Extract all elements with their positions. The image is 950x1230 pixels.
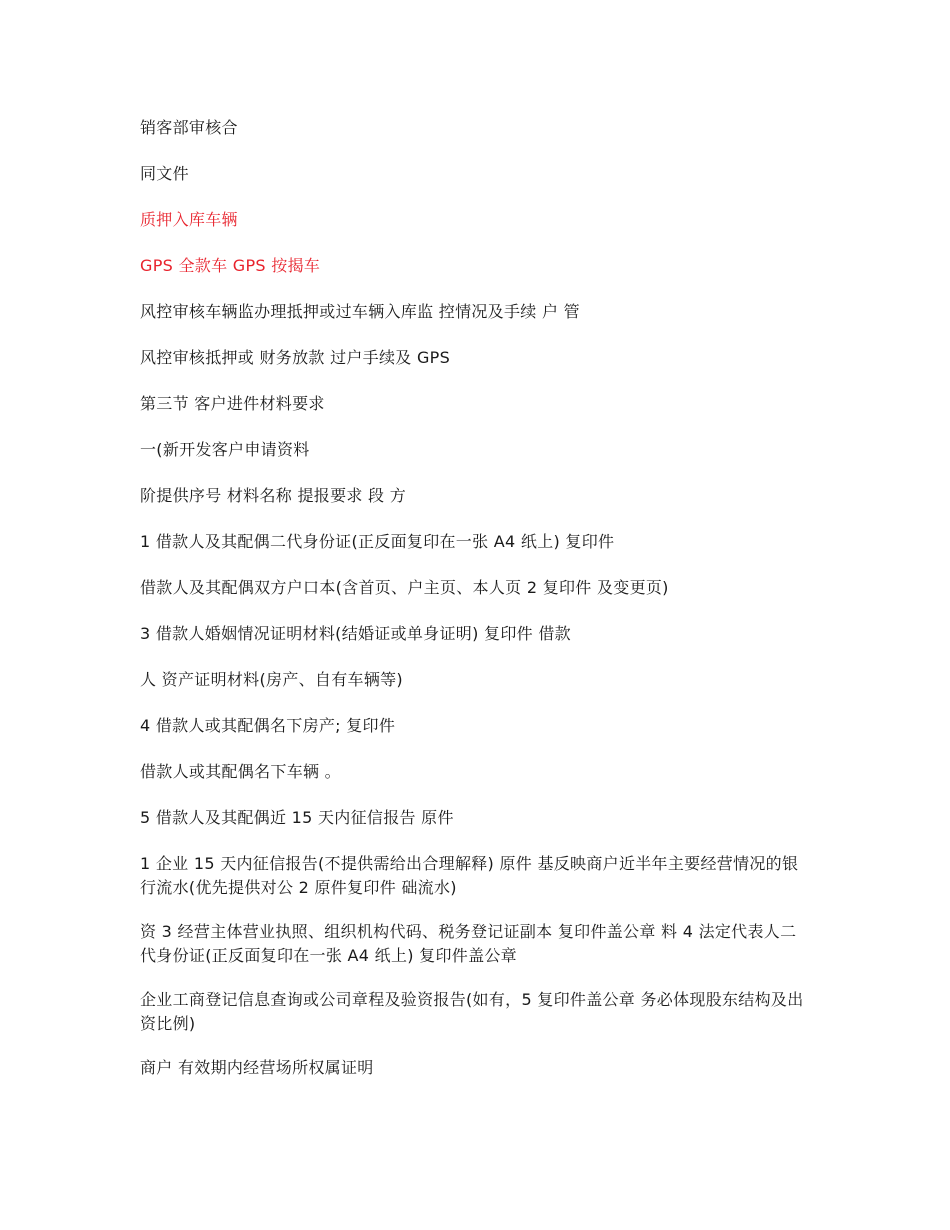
enterprise-item-1-2: 1 企业 15 天内征信报告(不提供需给出合理解释) 原件 基反映商户近半年主要经营情况的银行流水(优先提供对公 2 原件复印件 础流水) — [140, 854, 799, 897]
enterprise-item-3-4: 资 3 经营主体营业执照、组织机构代码、税务登记证副本 复印件盖公章 料 4 法定代表人二代身份证(正反面复印在一张 A4 纸上) 复印件盖公章 — [140, 922, 797, 965]
document-page — [140, 116, 810, 1102]
paragraph-5: 风控审核车辆监办理抵押或过车辆入库监 控情况及手续 户 管 — [140, 302, 580, 321]
material-item-vehicle: 借款人或其配偶名下车辆 。 — [140, 762, 341, 781]
material-item-5: 5 借款人及其配偶近 15 天内征信报告 原件 — [140, 808, 454, 827]
table-header-line: 阶提供序号 材料名称 提报要求 段 方 — [140, 486, 407, 505]
subsection-heading: 一(新开发客户申请资料 — [140, 440, 310, 459]
paragraph-1: 销客部审核合 — [140, 118, 238, 137]
merchant-item: 商户 有效期内经营场所权属证明 — [140, 1058, 374, 1077]
material-item-1: 1 借款人及其配偶二代身份证(正反面复印在一张 A4 纸上) 复印件 — [140, 532, 615, 551]
paragraph-3-highlight: 质押入库车辆 — [140, 210, 238, 229]
enterprise-item-5: 企业工商登记信息查询或公司章程及验资报告(如有，5 复印件盖公章 务必体现股东结构及出资比例) — [140, 990, 804, 1033]
paragraph-4-highlight: GPS 全款车 GPS 按揭车 — [140, 256, 321, 275]
material-item-3: 3 借款人婚姻情况证明材料(结婚证或单身证明) 复印件 借款 — [140, 624, 571, 643]
paragraph-2: 同文件 — [140, 164, 189, 183]
material-item-asset: 人 资产证明材料(房产、自有车辆等) — [140, 670, 403, 689]
material-item-2: 借款人及其配偶双方户口本(含首页、户主页、本人页 2 复印件 及变更页) — [140, 578, 669, 597]
section-heading: 第三节 客户进件材料要求 — [140, 394, 325, 413]
material-item-4: 4 借款人或其配偶名下房产; 复印件 — [140, 716, 396, 735]
paragraph-6: 风控审核抵押或 财务放款 过户手续及 GPS — [140, 348, 451, 367]
